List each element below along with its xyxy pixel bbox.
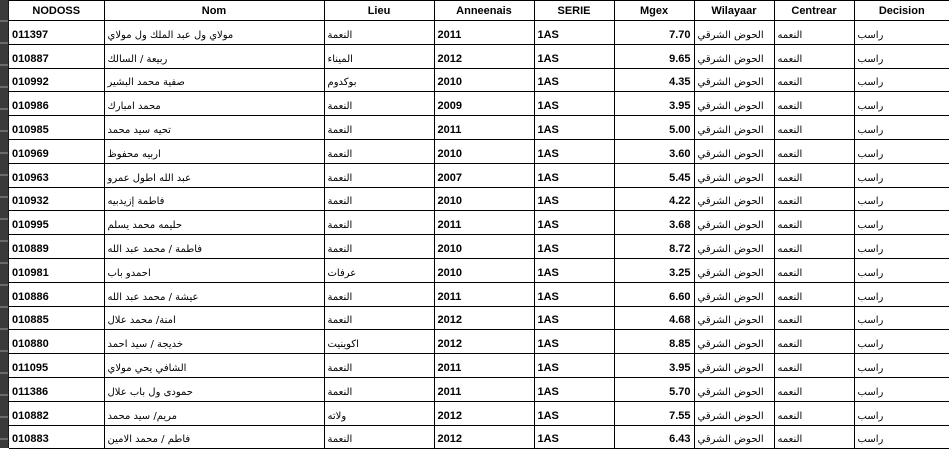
cell-mgex[interactable]: 7.55 [614,401,694,425]
cell-anneenais[interactable]: 2011 [434,211,534,235]
cell-nom[interactable]: مريم/ سيد محمد [104,401,324,425]
cell-mgex[interactable]: 3.68 [614,211,694,235]
cell-nodoss[interactable]: 010885 [9,306,104,330]
cell-decision[interactable]: راسب [854,68,949,92]
cell-anneenais[interactable]: 2010 [434,187,534,211]
cell-serie[interactable]: 1AS [534,377,614,401]
cell-lieu[interactable]: الميناء [324,44,434,68]
cell-serie[interactable]: 1AS [534,211,614,235]
cell-lieu[interactable]: النعمة [324,377,434,401]
table-row [9,235,949,259]
cell-nodoss[interactable]: 010883 [9,425,104,449]
cell-lieu[interactable]: النعمة [324,163,434,187]
table-row [9,306,949,330]
cell-mgex[interactable]: 3.60 [614,139,694,163]
cell-wilayaar[interactable]: الحوض الشرقي [694,68,774,92]
cell-decision[interactable]: راسب [854,92,949,116]
cell-decision[interactable]: راسب [854,139,949,163]
cell-mgex[interactable]: 9.65 [614,44,694,68]
cell-serie[interactable]: 1AS [534,330,614,354]
header-row [9,1,949,21]
cell-nom[interactable]: محمد امبارك [104,92,324,116]
cell-nodoss[interactable]: 010880 [9,330,104,354]
cell-lieu[interactable]: النعمة [324,187,434,211]
cell-mgex[interactable]: 6.43 [614,425,694,449]
cell-nom[interactable]: فاطمة / محمد عبد الله [104,235,324,259]
cell-nodoss[interactable]: 010986 [9,92,104,116]
cell-centrear[interactable]: النعمه [774,116,854,140]
cell-nom[interactable]: عبد الله اطول عمرو [104,163,324,187]
cell-wilayaar[interactable]: الحوض الشرقي [694,139,774,163]
cell-centrear[interactable]: النعمه [774,211,854,235]
cell-nodoss[interactable]: 010887 [9,44,104,68]
header-anneenais[interactable]: Anneenais [434,1,534,21]
cell-anneenais[interactable]: 2010 [434,235,534,259]
cell-lieu[interactable]: النعمة [324,306,434,330]
cell-nodoss[interactable]: 010886 [9,282,104,306]
cell-centrear[interactable]: النعمه [774,258,854,282]
cell-nodoss[interactable]: 010981 [9,258,104,282]
cell-centrear[interactable]: النعمه [774,92,854,116]
cell-decision[interactable]: راسب [854,258,949,282]
cell-wilayaar[interactable]: الحوض الشرقي [694,377,774,401]
header-wilayaar[interactable]: Wilayaar [694,1,774,21]
cell-decision[interactable]: راسب [854,235,949,259]
cell-lieu[interactable]: النعمة [324,425,434,449]
cell-nom[interactable]: حمودى ول باب علال [104,377,324,401]
cell-lieu[interactable]: النعمة [324,211,434,235]
cell-lieu[interactable]: النعمة [324,116,434,140]
cell-anneenais[interactable]: 2007 [434,163,534,187]
cell-centrear[interactable]: النعمه [774,401,854,425]
cell-wilayaar[interactable]: الحوض الشرقي [694,163,774,187]
cell-wilayaar[interactable]: الحوض الشرقي [694,425,774,449]
cell-anneenais[interactable]: 2011 [434,116,534,140]
header-nodoss[interactable]: NODOSS [9,1,104,21]
cell-decision[interactable]: راسب [854,44,949,68]
cell-serie[interactable]: 1AS [534,92,614,116]
cell-wilayaar[interactable]: الحوض الشرقي [694,258,774,282]
cell-centrear[interactable]: النعمه [774,68,854,92]
cell-centrear[interactable]: النعمه [774,306,854,330]
table-row [9,377,949,401]
table-row [9,282,949,306]
cell-decision[interactable]: راسب [854,425,949,449]
cell-anneenais[interactable]: 2011 [434,282,534,306]
cell-nom[interactable]: صفية محمد البشير [104,68,324,92]
table-row [9,139,949,163]
cell-serie[interactable]: 1AS [534,21,614,45]
table-row [9,354,949,378]
cell-lieu[interactable]: النعمة [324,92,434,116]
cell-wilayaar[interactable]: الحوض الشرقي [694,187,774,211]
cell-centrear[interactable]: النعمه [774,44,854,68]
cell-decision[interactable]: راسب [854,116,949,140]
table-row [9,401,949,425]
cell-anneenais[interactable]: 2012 [434,425,534,449]
cell-mgex[interactable]: 8.85 [614,330,694,354]
cell-decision[interactable]: راسب [854,377,949,401]
table-row [9,116,949,140]
cell-mgex[interactable]: 4.35 [614,68,694,92]
cell-anneenais[interactable]: 2010 [434,139,534,163]
cell-lieu[interactable]: النعمة [324,21,434,45]
cell-wilayaar[interactable]: الحوض الشرقي [694,282,774,306]
cell-centrear[interactable]: النعمه [774,354,854,378]
cell-nodoss[interactable]: 011397 [9,21,104,45]
cell-decision[interactable]: راسب [854,401,949,425]
cell-wilayaar[interactable]: الحوض الشرقي [694,44,774,68]
cell-mgex[interactable]: 4.68 [614,306,694,330]
cell-wilayaar[interactable]: الحوض الشرقي [694,354,774,378]
cell-anneenais[interactable]: 2009 [434,92,534,116]
cell-serie[interactable]: 1AS [534,425,614,449]
cell-nom[interactable]: احمدو باب [104,258,324,282]
table-row [9,92,949,116]
cell-wilayaar[interactable]: الحوض الشرقي [694,235,774,259]
cell-nom[interactable]: حليمه محمد يسلم [104,211,324,235]
cell-decision[interactable]: راسب [854,21,949,45]
cell-mgex[interactable]: 7.70 [614,21,694,45]
cell-centrear[interactable]: النعمه [774,235,854,259]
cell-decision[interactable]: راسب [854,282,949,306]
cell-serie[interactable]: 1AS [534,139,614,163]
cell-serie[interactable]: 1AS [534,401,614,425]
cell-nom[interactable]: ربيعة / السالك [104,44,324,68]
cell-serie[interactable]: 1AS [534,354,614,378]
cell-lieu[interactable]: النعمة [324,235,434,259]
cell-nodoss[interactable]: 010963 [9,163,104,187]
header-decision[interactable]: Decision [854,1,949,21]
cell-serie[interactable]: 1AS [534,235,614,259]
cell-nom[interactable]: تحيه سيد محمد [104,116,324,140]
results-table [9,0,949,449]
table-row [9,187,949,211]
cell-lieu[interactable]: ولاته [324,401,434,425]
cell-lieu[interactable]: عرفات [324,258,434,282]
cell-lieu[interactable]: بوكدوم [324,68,434,92]
cell-centrear[interactable]: النعمه [774,21,854,45]
cell-wilayaar[interactable]: الحوض الشرقي [694,306,774,330]
cell-wilayaar[interactable]: الحوض الشرقي [694,211,774,235]
cell-serie[interactable]: 1AS [534,68,614,92]
cell-serie[interactable]: 1AS [534,187,614,211]
cell-mgex[interactable]: 3.95 [614,92,694,116]
cell-mgex[interactable]: 6.60 [614,282,694,306]
cell-anneenais[interactable]: 2012 [434,401,534,425]
cell-lieu[interactable]: اكوينيت [324,330,434,354]
header-centrear[interactable]: Centrear [774,1,854,21]
cell-lieu[interactable]: النعمة [324,354,434,378]
cell-mgex[interactable]: 3.95 [614,354,694,378]
table-row [9,163,949,187]
cell-serie[interactable]: 1AS [534,44,614,68]
cell-decision[interactable]: راسب [854,163,949,187]
cell-centrear[interactable]: النعمه [774,163,854,187]
cell-mgex[interactable]: 5.00 [614,116,694,140]
cell-centrear[interactable]: النعمه [774,282,854,306]
cell-serie[interactable]: 1AS [534,163,614,187]
cell-nodoss[interactable]: 010932 [9,187,104,211]
header-serie[interactable]: SERIE [534,1,614,21]
table-body [9,21,949,449]
cell-nom[interactable]: فاطم / محمد الامين [104,425,324,449]
cell-anneenais[interactable]: 2010 [434,68,534,92]
cell-serie[interactable]: 1AS [534,258,614,282]
cell-wilayaar[interactable]: الحوض الشرقي [694,21,774,45]
cell-anneenais[interactable]: 2012 [434,306,534,330]
table-row [9,211,949,235]
cell-centrear[interactable]: النعمه [774,139,854,163]
cell-nodoss[interactable]: 010985 [9,116,104,140]
table-row [9,258,949,282]
cell-nodoss[interactable]: 011386 [9,377,104,401]
cell-mgex[interactable]: 3.25 [614,258,694,282]
cell-wilayaar[interactable]: الحوض الشرقي [694,92,774,116]
cell-lieu[interactable]: النعمة [324,139,434,163]
table-row [9,68,949,92]
cell-decision[interactable]: راسب [854,306,949,330]
cell-decision[interactable]: راسب [854,330,949,354]
cell-mgex[interactable]: 5.45 [614,163,694,187]
cell-anneenais[interactable]: 2010 [434,258,534,282]
cell-wilayaar[interactable]: الحوض الشرقي [694,116,774,140]
cell-nodoss[interactable]: 011095 [9,354,104,378]
header-lieu[interactable]: Lieu [324,1,434,21]
cell-serie[interactable]: 1AS [534,116,614,140]
cell-mgex[interactable]: 8.72 [614,235,694,259]
cell-nom[interactable]: مولاي ول عبد الملك ول مولاي [104,21,324,45]
cell-nom[interactable]: عيشة / محمد عبد الله [104,282,324,306]
cell-nom[interactable]: امنة/ محمد علال [104,306,324,330]
cell-wilayaar[interactable]: الحوض الشرقي [694,330,774,354]
cell-nodoss[interactable]: 010992 [9,68,104,92]
cell-anneenais[interactable]: 2011 [434,354,534,378]
cell-wilayaar[interactable]: الحوض الشرقي [694,401,774,425]
header-nom[interactable]: Nom [104,1,324,21]
cell-centrear[interactable]: النعمه [774,377,854,401]
cell-decision[interactable]: راسب [854,211,949,235]
cell-nodoss[interactable]: 010889 [9,235,104,259]
cell-anneenais[interactable]: 2012 [434,330,534,354]
cell-nodoss[interactable]: 010882 [9,401,104,425]
table-row [9,425,949,449]
cell-mgex[interactable]: 5.70 [614,377,694,401]
cell-anneenais[interactable]: 2011 [434,377,534,401]
cell-mgex[interactable]: 4.22 [614,187,694,211]
cell-nodoss[interactable]: 010969 [9,139,104,163]
cell-decision[interactable]: راسب [854,187,949,211]
cell-decision[interactable]: راسب [854,354,949,378]
cell-nodoss[interactable]: 010995 [9,211,104,235]
cell-nom[interactable]: فاطمة إزيدبيه [104,187,324,211]
cell-centrear[interactable]: النعمه [774,330,854,354]
cell-centrear[interactable]: النعمه [774,187,854,211]
cell-serie[interactable]: 1AS [534,282,614,306]
cell-nom[interactable]: خديجة / سيد احمد [104,330,324,354]
table-row [9,330,949,354]
cell-anneenais[interactable]: 2011 [434,21,534,45]
cell-nom[interactable]: الشافي يحي مولاي [104,354,324,378]
cell-lieu[interactable]: النعمة [324,282,434,306]
row-gutter [0,0,9,448]
cell-nom[interactable]: اربيه محفوظ [104,139,324,163]
cell-anneenais[interactable]: 2012 [434,44,534,68]
header-mgex[interactable]: Mgex [614,1,694,21]
cell-serie[interactable]: 1AS [534,306,614,330]
table-row [9,21,949,45]
table-row [9,44,949,68]
cell-centrear[interactable]: النعمه [774,425,854,449]
